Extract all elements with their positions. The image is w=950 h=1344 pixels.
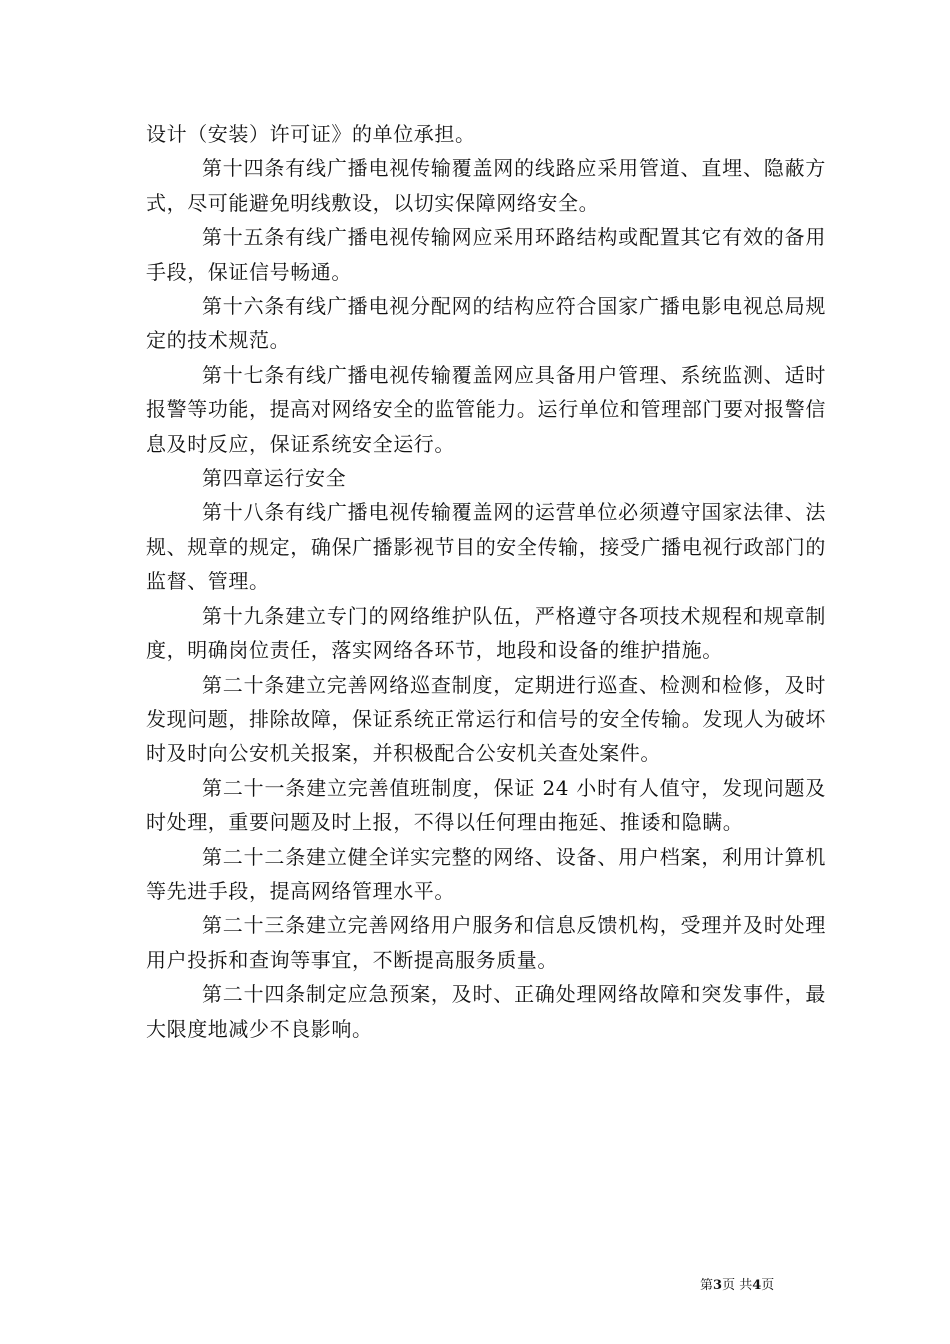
paragraph-article-20: 第二十条建立完善网络巡查制度，定期进行巡查、检测和检修，及时发现问题，排除故障，保证系统正常运行和信号的安全传输。发现人为破坏时及时向公安机关报案，并积极配合公安机关查处案件。: [146, 672, 826, 766]
paragraph-article-24: 第二十四条制定应急预案，及时、正确处理网络故障和突发事件，最大限度地减少不良影响。: [146, 982, 826, 1041]
footer-middle: 页 共: [722, 1278, 753, 1293]
footer-suffix: 页: [761, 1278, 775, 1293]
current-page-number: 3: [713, 1278, 723, 1293]
paragraph-article-23: 第二十三条建立完善网络用户服务和信息反馈机构，受理并及时处理用户投拆和查询等事宜，不断提高服务质量。: [146, 913, 826, 972]
total-page-number: 4: [752, 1278, 762, 1293]
paragraph-article-17: 第十七条有线广播电视传输覆盖网应具备用户管理、系统监测、适时报警等功能，提高对网络安全的监管能力。运行单位和管理部门要对报警信息及时反应，保证系统安全运行。: [146, 362, 826, 456]
footer-prefix: 第: [700, 1278, 714, 1293]
page-footer: [700, 1274, 774, 1293]
paragraph-article-22: 第二十二条建立健全详实完整的网络、设备、用户档案，利用计算机等先进手段，提高网络管理水平。: [146, 844, 826, 903]
paragraph-article-19: 第十九条建立专门的网络维护队伍，严格遵守各项技术规程和规章制度，明确岗位责任，落实网络各环节，地段和设备的维护措施。: [146, 603, 826, 663]
paragraph-article-18: 第十八条有线广播电视传输覆盖网的运营单位必须遵守国家法律、法规、规章的规定，确保广播影视节目的安全传输，接受广播电视行政部门的监督、管理。: [146, 500, 826, 594]
paragraph-article-16: 第十六条有线广播电视分配网的结构应符合国家广播电影电视总局规定的技术规范。: [146, 294, 826, 353]
body-text: [146, 117, 826, 1046]
paragraph-article-21: 第二十一条建立完善值班制度，保证 24 小时有人值守，发现问题及时处理，重要问题及时上报，不得以任何理由拖延、推诿和隐瞒。: [146, 775, 826, 835]
paragraph-article-15: 第十五条有线广播电视传输网应采用环路结构或配置其它有效的备用手段，保证信号畅通。: [146, 225, 826, 284]
paragraph-continuation: 设计（安装）许可证》的单位承担。: [146, 122, 476, 146]
chapter-heading: 第四章运行安全: [202, 466, 347, 491]
paragraph-article-14: 第十四条有线广播电视传输覆盖网的线路应采用管道、直埋、隐蔽方式，尽可能避免明线敷设，以切实保障网络安全。: [146, 156, 826, 215]
